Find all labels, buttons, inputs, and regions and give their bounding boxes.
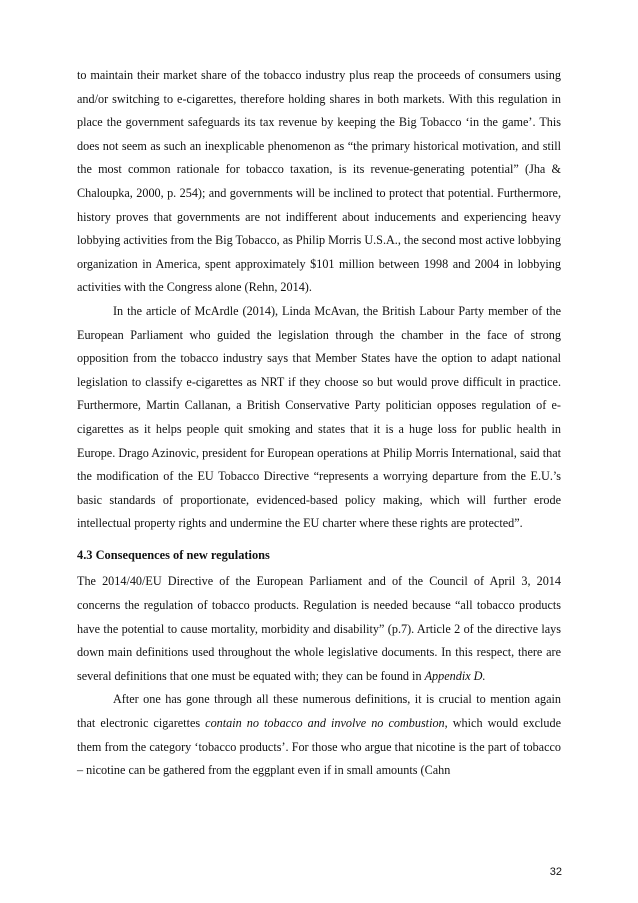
section-heading: 4.3 Consequences of new regulations [77,547,270,562]
paragraph-directive-text: The 2014/40/EU Directive of the European Parliament and of the Council of April 3, 2014 concerns the regulation of tobacco products. Regulation is needed because “all tobacco products have the potential to cause mortality, morbidity and disability” (p.7). Article 2 of the directive lays down main definitions used throughout the whole legislative documents. In this respect, there are several definitions that one must be equated with; they can be found in [77,574,561,683]
emphasis-no-tobacco: contain no tobacco and involve no combustion [205,716,445,731]
paragraph-mcardle: In the article of McArdle (2014), Linda McAvan, the British Labour Party member of the European Parliament who guided the legislation through the chamber in the face of strong opposition from the tobacco industry says that Member States have the option to adapt national legislation to classify e-cigarettes as NRT if they choose so but would prove difficult in practice. Furthermore, Martin Callanan, a British Conservative Party politician opposes regulation of e-cigarettes as it helps people quit smoking and states that it is a huge loss for public health in Europe. Drago Azinovic, president for European operations at Philip Morris International, said that the modification of the EU Tobacco Directive “represents a worrying departure from the E.U.’s basic standards of proportionate, evidenced-based policy making, which will further erode intellectual property rights and undermine the EU charter where these rights are protected”. [77,303,561,531]
appendix-reference: Appendix D. [424,668,486,683]
paragraph-definitions [77,688,561,782]
paragraph-lobbying: to maintain their market share of the tobacco industry plus reap the proceeds of consumers using and/or switching to e-cigarettes, therefore holding shares in both markets. With this regulation in place the government safeguards its tax revenue by keeping the Big Tobacco ‘in the game’. This does not seem as such an inexplicable phenomenon as “the primary historical motivation, and still the most common rationale for tobacco taxation, is its revenue-generating potential” (Jha & Chaloupka, 2000, p. 254); and governments will be inclined to protect that potential. Furthermore, history proves that governments are not indifferent about inducements and experiencing heavy lobbying activities from the Big Tobacco, as Philip Morris U.S.A., the second most active lobbying organization in America, spent approximately $101 million between 1998 and 2004 in lobbying activities with the Congress alone (Rehn, 2014). [77,68,561,295]
paragraph-directive [77,570,561,688]
paragraph-definitions-start: After one has gone through all these numerous definitions, it is crucial to mention again that electronic cigarettes [77,692,561,731]
page-number: 32 [549,866,562,878]
body-text [77,64,561,783]
paragraph-definitions-end: , which would exclude them from the category ‘tobacco products’. For those who argue that nicotine is the part of tobacco – nicotine can be gathered from the eggplant even if in small amounts (Cahn [77,716,562,778]
